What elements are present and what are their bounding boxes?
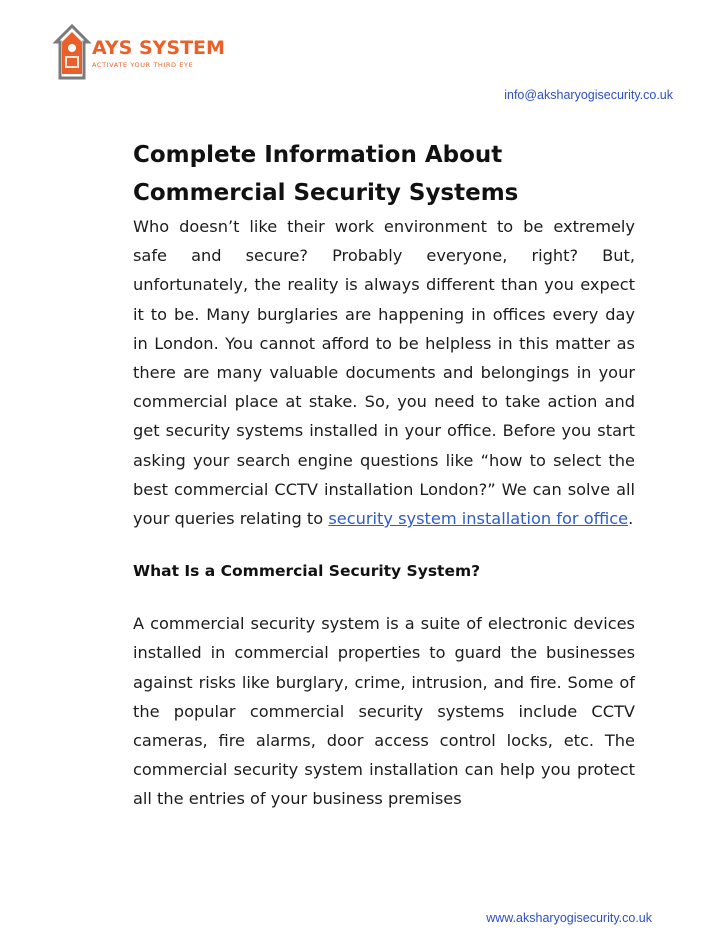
security-installation-link[interactable]: security system installation for office — [328, 509, 629, 529]
section-heading: What Is a Commercial Security System? — [133, 562, 481, 581]
title-line-1: Complete Information About — [133, 142, 503, 168]
shield-house-icon — [52, 22, 225, 92]
title-line-2: Commercial Security Systems — [133, 180, 519, 206]
intro-paragraph — [133, 212, 635, 533]
header-email-link[interactable]: info@aksharyogisecurity.co.uk — [504, 88, 673, 102]
logo-name: AYS SYSTEM — [92, 37, 225, 59]
article-title — [133, 136, 635, 212]
definition-paragraph: A commercial security system is a suite of electronic devices installed in commercial properties to guard the businesses against risks like burglary, crime, intrusion, and fire. Some of the popular commercial security systems include CCTV cameras, fire alarms, door access control locks, etc. The commercial security system installation can help you protect all the entries of your business premises — [133, 614, 635, 809]
intro-end: . — [628, 509, 634, 529]
intro-text: Who doesn’t like their work environment to be extremely safe and secure? Probably everyone, right? But, unfortunately, the reality is always different than you expect it to be. Many burglaries are happening in offices every day in London. You cannot afford to be helpless in this matter as there are many valuable documents and belongings in your commercial place at stake. So, you need to take action and get security systems installed in your office. Before you start asking your search engine questions like “how to select the best commercial CCTV installation London?” We can solve all your queries relating to — [133, 217, 635, 529]
company-logo — [52, 22, 225, 92]
logo-tagline: ACTIVATE YOUR THIRD EYE — [92, 61, 194, 69]
footer-website-link[interactable]: www.aksharyogisecurity.co.uk — [486, 911, 652, 925]
article-body — [133, 136, 635, 814]
